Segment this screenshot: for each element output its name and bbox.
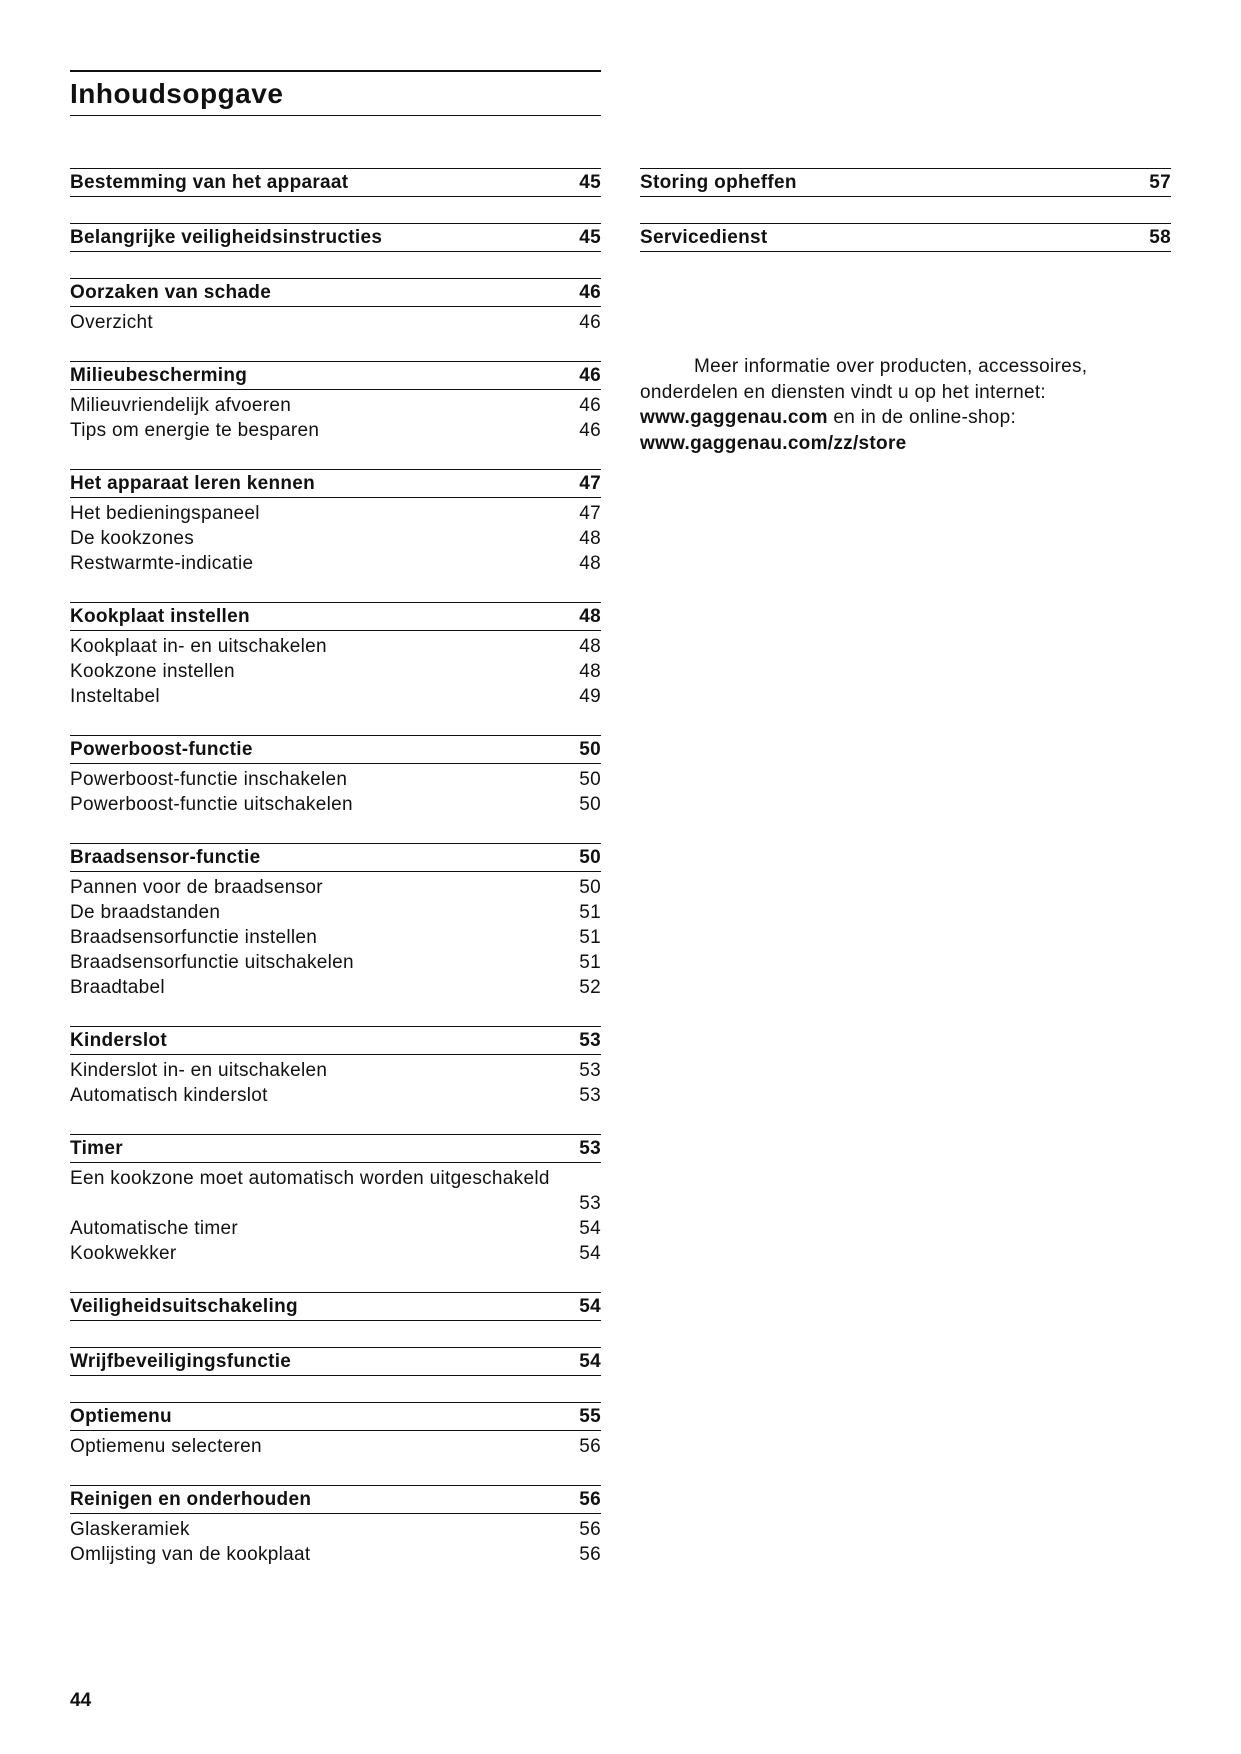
toc-item[interactable] (70, 501, 601, 526)
info-text-1: Meer informatie over producten, accessoires, onderdelen en diensten vindt u op het internet: (640, 356, 1088, 403)
toc-section-heading[interactable] (70, 361, 601, 390)
toc-item-label: De kookzones (70, 528, 195, 549)
toc-section-title: Kinderslot (70, 1029, 167, 1051)
toc-section-page: 58 (1149, 226, 1171, 248)
toc-item-page: 48 (579, 636, 601, 657)
toc-section (70, 1347, 601, 1376)
toc-section (70, 735, 601, 817)
toc-item[interactable] (70, 1517, 601, 1542)
toc-item-label: Kookplaat in- en uitschakelen (70, 636, 327, 657)
toc-item[interactable] (70, 925, 601, 950)
toc-section (640, 223, 1171, 252)
toc-item-page: 46 (579, 395, 601, 416)
toc-section (70, 1134, 601, 1266)
page-number: 44 (70, 1690, 92, 1711)
page-title-block (70, 70, 601, 116)
info-text-2: en in de online-shop: (833, 407, 1017, 428)
toc-section-title: Oorzaken van schade (70, 281, 272, 303)
toc-item-page: 50 (579, 769, 601, 790)
info-link-website[interactable]: www.gaggenau.com (640, 407, 828, 428)
toc-item-label: Tips om energie te besparen (70, 420, 320, 441)
toc-section-heading[interactable] (640, 223, 1171, 252)
toc-section (70, 602, 601, 709)
toc-item[interactable] (70, 418, 601, 443)
toc-section (70, 278, 601, 335)
toc-item[interactable] (70, 659, 601, 684)
toc-item-list (70, 390, 601, 443)
info-paragraph (640, 354, 1171, 456)
toc-section-heading[interactable] (70, 1134, 601, 1163)
toc-item-list (70, 1514, 601, 1567)
toc-section-title: Braadsensor-functie (70, 846, 261, 868)
toc-section-title: Het apparaat leren kennen (70, 472, 316, 494)
toc-section-page: 54 (579, 1295, 601, 1317)
toc-item-label: Kinderslot in- en uitschakelen (70, 1060, 328, 1081)
toc-item-page: 54 (579, 1218, 601, 1239)
toc-section-heading[interactable] (70, 1347, 601, 1376)
toc-item-label: Omlijsting van de kookplaat (70, 1544, 311, 1565)
toc-item-list (70, 1163, 601, 1266)
toc-section-title: Veiligheidsuitschakeling (70, 1295, 298, 1317)
toc-section-page: 57 (1149, 171, 1171, 193)
toc-section (70, 843, 601, 1000)
toc-item-label: Automatische timer (70, 1218, 239, 1239)
toc-item-label: Powerboost-functie uitschakelen (70, 794, 353, 815)
toc-section-heading[interactable] (70, 1292, 601, 1321)
toc-item-label: Een kookzone moet automatisch worden uitgeschakeld (70, 1168, 550, 1189)
toc-item-page: 51 (579, 927, 601, 948)
toc-section (70, 361, 601, 443)
toc-item-label: Braadsensorfunctie instellen (70, 927, 318, 948)
toc-item[interactable] (70, 684, 601, 709)
toc-section-title: Bestemming van het apparaat (70, 171, 349, 193)
toc-section-title: Timer (70, 1137, 123, 1159)
toc-item-page: 47 (579, 503, 601, 524)
toc-item[interactable] (70, 1241, 601, 1266)
toc-section (640, 168, 1171, 197)
toc-item[interactable] (70, 975, 601, 1000)
page-title: Inhoudsopgave (70, 78, 284, 109)
toc-section-page: 46 (579, 281, 601, 303)
toc-right-column (640, 168, 1171, 278)
toc-item-list (70, 498, 601, 576)
toc-section-page: 56 (579, 1488, 601, 1510)
toc-section-heading[interactable] (70, 469, 601, 498)
toc-item-page: 56 (579, 1544, 601, 1565)
toc-item[interactable] (70, 1542, 601, 1567)
toc-item-page: 54 (579, 1243, 601, 1264)
toc-item-label: Powerboost-functie inschakelen (70, 769, 348, 790)
toc-item-list (70, 631, 601, 709)
toc-item-label: Kookwekker (70, 1243, 177, 1264)
toc-section-title: Storing opheffen (640, 171, 797, 193)
toc-item-label: Braadtabel (70, 977, 165, 998)
toc-section-heading[interactable] (70, 1402, 601, 1431)
toc-section-heading[interactable] (70, 735, 601, 764)
info-link-store[interactable]: www.gaggenau.com/zz/store (640, 432, 907, 454)
toc-section-title: Reinigen en onderhouden (70, 1488, 312, 1510)
toc-item-label: Het bedieningspaneel (70, 503, 260, 524)
toc-item-page: 51 (579, 902, 601, 923)
toc-section (70, 469, 601, 576)
toc-item-page: 53 (579, 1060, 601, 1081)
toc-section-title: Belangrijke veiligheidsinstructies (70, 226, 383, 248)
toc-section (70, 1402, 601, 1459)
toc-left-column (70, 168, 601, 1593)
toc-item[interactable] (70, 875, 601, 900)
toc-item-list (70, 764, 601, 817)
toc-section-page: 53 (579, 1137, 601, 1159)
toc-item-page: 50 (579, 877, 601, 898)
toc-section-heading[interactable] (70, 843, 601, 872)
toc-item-label: Pannen voor de braadsensor (70, 877, 323, 898)
toc-section (70, 1292, 601, 1321)
toc-item[interactable] (70, 792, 601, 817)
toc-section-title: Wrijfbeveiligingsfunctie (70, 1350, 292, 1372)
toc-item-page: 53 (579, 1085, 601, 1106)
toc-item[interactable] (70, 1083, 601, 1108)
toc-item-label: Kookzone instellen (70, 661, 235, 682)
toc-item-page: 51 (579, 952, 601, 973)
toc-section-page: 48 (579, 605, 601, 627)
toc-section-page: 53 (579, 1029, 601, 1051)
toc-item[interactable] (70, 1434, 601, 1459)
toc-section (70, 223, 601, 252)
toc-item[interactable] (70, 1058, 601, 1083)
toc-item-label: Insteltabel (70, 686, 160, 707)
toc-item[interactable] (70, 393, 601, 418)
toc-item-list (70, 1431, 601, 1459)
toc-section-heading[interactable] (70, 278, 601, 307)
toc-item-label: Optiemenu selecteren (70, 1436, 262, 1457)
toc-item-label: De braadstanden (70, 902, 221, 923)
toc-section-heading[interactable] (70, 168, 601, 197)
toc-item-page: 52 (579, 977, 601, 998)
toc-item-list (70, 872, 601, 1000)
toc-item-page: 56 (579, 1436, 601, 1457)
toc-item-page: 46 (579, 420, 601, 441)
toc-item-label: Overzicht (70, 312, 153, 333)
toc-item-label: Automatisch kinderslot (70, 1085, 268, 1106)
toc-item[interactable] (70, 767, 601, 792)
toc-item[interactable] (70, 900, 601, 925)
toc-section-title: Servicedienst (640, 226, 768, 248)
toc-item-label: Glaskeramiek (70, 1519, 190, 1540)
toc-item-page: 46 (579, 312, 601, 333)
toc-section-title: Powerboost-functie (70, 738, 253, 760)
toc-item-page: 56 (579, 1519, 601, 1540)
toc-item[interactable] (70, 950, 601, 975)
toc-section-page: 45 (579, 171, 601, 193)
toc-section-page: 47 (579, 472, 601, 494)
toc-item-page: 53 (579, 1193, 601, 1214)
toc-section-heading[interactable] (70, 1485, 601, 1514)
toc-section-title: Milieubescherming (70, 364, 248, 386)
toc-section-page: 54 (579, 1350, 601, 1372)
toc-section-heading[interactable] (640, 168, 1171, 197)
toc-item-page: 48 (579, 553, 601, 574)
toc-item[interactable] (70, 551, 601, 576)
toc-section-heading[interactable] (70, 602, 601, 631)
toc-item-label: Milieuvriendelijk afvoeren (70, 395, 292, 416)
toc-item-page: 50 (579, 794, 601, 815)
toc-section-heading[interactable] (70, 223, 601, 252)
toc-section (70, 1485, 601, 1567)
toc-section-title: Kookplaat instellen (70, 605, 250, 627)
toc-item-label: Braadsensorfunctie uitschakelen (70, 952, 354, 973)
toc-section-heading[interactable] (70, 1026, 601, 1055)
toc-item-label: Restwarmte-indicatie (70, 553, 254, 574)
toc-item[interactable] (70, 1166, 601, 1216)
toc-item[interactable] (70, 310, 601, 335)
toc-item-page: 48 (579, 528, 601, 549)
toc-section-page: 46 (579, 364, 601, 386)
toc-section-page: 45 (579, 226, 601, 248)
toc-item[interactable] (70, 526, 601, 551)
toc-item-page: 48 (579, 661, 601, 682)
toc-section (70, 168, 601, 197)
toc-item-list (70, 1055, 601, 1108)
toc-item-list (70, 307, 601, 335)
toc-item[interactable] (70, 1216, 601, 1241)
toc-section-page: 50 (579, 846, 601, 868)
toc-section-page: 55 (579, 1405, 601, 1427)
toc-section (70, 1026, 601, 1108)
toc-item-page: 49 (579, 686, 601, 707)
toc-item[interactable] (70, 634, 601, 659)
toc-section-title: Optiemenu (70, 1405, 172, 1427)
toc-section-page: 50 (579, 738, 601, 760)
